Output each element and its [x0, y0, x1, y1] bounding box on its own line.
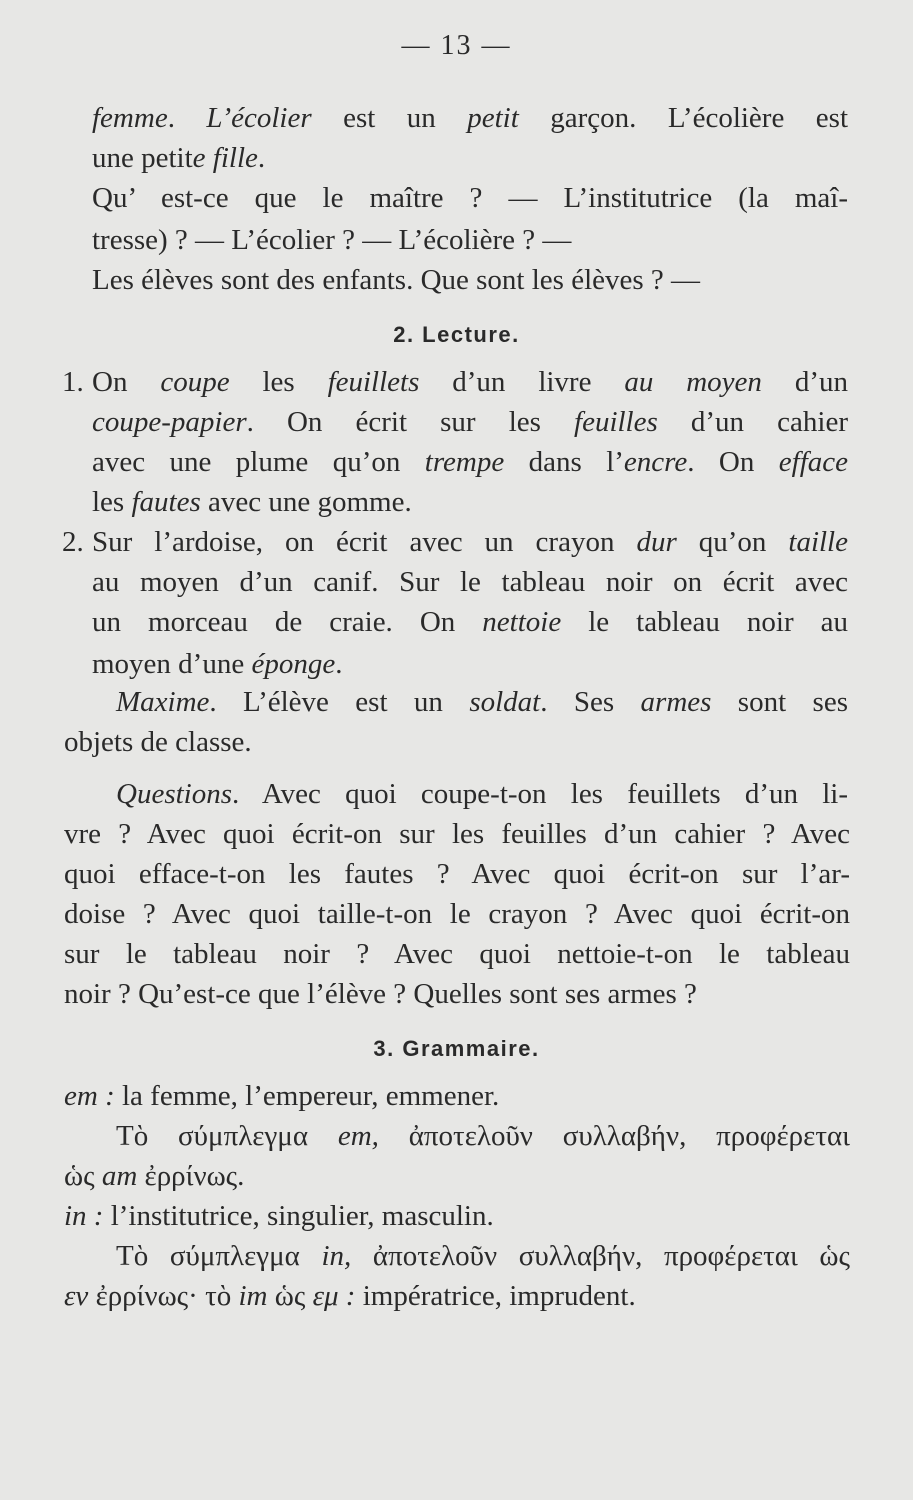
- text-run: d’un cahier: [657, 406, 848, 438]
- questions-line: [64, 894, 850, 934]
- text-line: [92, 522, 848, 562]
- text-run: les: [229, 366, 328, 398]
- text-line: Qu’ est-ce que le maître ? — L’institutrice (la maî-: [92, 182, 848, 214]
- text-run: moyen d’une: [92, 648, 252, 680]
- text-run: ἐρρίνως.: [137, 1160, 245, 1192]
- text-run: . On: [687, 446, 779, 478]
- italic-run: petit: [467, 102, 519, 134]
- text-run: avec une gomme.: [200, 486, 412, 518]
- text-run: ἀποτελοῦν συλλαβήν, προφέρεται ὡς: [351, 1240, 850, 1272]
- questions-line: [64, 854, 850, 894]
- italic-run: feuillets: [327, 366, 420, 398]
- italic-run: em :: [64, 1080, 115, 1112]
- italic-run: in,: [321, 1240, 352, 1272]
- text-run: ὡς: [64, 1160, 102, 1192]
- text-run: une petit: [92, 142, 193, 174]
- text-line: [92, 138, 848, 178]
- text-run: impératrice, imprudent.: [355, 1280, 636, 1312]
- grammar-line: [64, 1156, 850, 1196]
- text-run: est un: [311, 102, 468, 134]
- text-line: [92, 482, 848, 522]
- text-line: Les élèves sont des enfants. Que sont les élèves ? —: [92, 264, 701, 296]
- text-line: [92, 442, 848, 482]
- italic-run: L’écolier: [206, 102, 312, 134]
- text-run: . Avec quoi coupe-t-on les feuillets d’un li-: [232, 778, 848, 810]
- text-run: Τὸ σύμπλεγμα: [116, 1240, 322, 1272]
- text-run: la femme, l’empereur, emmener.: [114, 1080, 500, 1112]
- text-run: l’institutrice, singulier, masculin.: [103, 1200, 494, 1232]
- grammar-line: [116, 1236, 850, 1276]
- italic-run: nettoie: [482, 606, 562, 638]
- text-run: qu’on: [676, 526, 789, 558]
- text-run: quoi efface-t-on les fautes ? Avec quoi écrit-on sur l’ar-: [64, 858, 850, 890]
- italic-run: coupe-papier: [92, 406, 247, 438]
- text-run: . L’élève est un: [209, 686, 470, 718]
- grammar-line: [116, 1116, 850, 1156]
- text-run: d’un livre: [419, 366, 625, 398]
- italic-run: soldat: [469, 686, 541, 718]
- italic-run: coupe: [160, 366, 230, 398]
- text-line: [92, 402, 848, 442]
- item-number: 2.: [62, 526, 84, 558]
- questions-line: [116, 774, 848, 814]
- text-run: garçon. L’écolière est: [518, 102, 849, 134]
- text-run: On: [92, 366, 161, 398]
- italic-run: armes: [640, 686, 712, 718]
- italic-run: e fille: [192, 142, 258, 174]
- text-run: sur le tableau noir ? Avec quoi nettoie-t-on le tableau: [64, 938, 850, 970]
- text-line: [92, 602, 848, 642]
- italic-run: Maxime: [116, 686, 210, 718]
- italic-run: in :: [64, 1200, 104, 1232]
- italic-run: Questions: [116, 778, 232, 810]
- italic-run: em,: [337, 1120, 379, 1152]
- text-run: ἀποτελοῦν συλλαβήν, προφέρεται: [378, 1120, 850, 1152]
- section-title-grammaire: 3. Grammaire.: [373, 1036, 540, 1061]
- questions-line: [64, 974, 850, 1014]
- italic-run: trempe: [424, 446, 505, 478]
- text-run: dans l’: [504, 446, 624, 478]
- text-run: .: [167, 102, 207, 134]
- italic-run: efface: [778, 446, 848, 478]
- text-run: objets de classe.: [64, 726, 252, 758]
- text-run: noir ? Qu’est-ce que l’élève ? Quelles sont ses armes ?: [64, 978, 697, 1010]
- italic-run: femme: [92, 102, 168, 134]
- italic-run: fautes: [131, 486, 201, 518]
- text-run: le tableau noir au: [561, 606, 848, 638]
- italic-run: éponge: [251, 648, 336, 680]
- text-line: [92, 562, 848, 602]
- italic-run: encre: [623, 446, 688, 478]
- text-run: sont ses: [711, 686, 848, 718]
- text-run: .: [335, 648, 343, 680]
- text-run: au moyen d’un canif. Sur le tableau noir on écrit avec: [92, 566, 848, 598]
- text-run: avec une plume qu’on: [92, 446, 425, 478]
- text-run: d’un: [761, 366, 848, 398]
- grammar-line: [64, 1076, 850, 1116]
- text-line: [92, 362, 848, 402]
- italic-run: dur: [636, 526, 677, 558]
- text-line: tresse) ? — L’écolier ? — L’écolière ? —: [92, 224, 572, 256]
- italic-run: im: [238, 1280, 268, 1312]
- text-run: un morceau de craie. On: [92, 606, 483, 638]
- text-run: ἐρρίνως· τὸ: [88, 1280, 239, 1312]
- text-run: les: [92, 486, 132, 518]
- maxime-line: [64, 722, 850, 762]
- text-run: vre ? Avec quoi écrit-on sur les feuilles d’un cahier ? Avec: [64, 818, 850, 850]
- page-number: — 13 —: [401, 30, 512, 61]
- italic-run: εμ :: [312, 1280, 356, 1312]
- text-run: doise ? Avec quoi taille-t-on le crayon ? Avec quoi écrit-on: [64, 898, 850, 930]
- text-run: . Ses: [540, 686, 641, 718]
- italic-run: feuilles: [574, 406, 658, 438]
- text-line: [92, 98, 848, 138]
- grammar-line: [64, 1276, 850, 1316]
- section-title-lecture: 2. Lecture.: [393, 322, 520, 347]
- questions-line: [64, 814, 850, 854]
- text-run: ὡς: [267, 1280, 313, 1312]
- grammar-line: [64, 1196, 850, 1236]
- italic-run: au moyen: [624, 366, 762, 398]
- maxime-line: [116, 682, 848, 722]
- text-run: .: [257, 142, 266, 174]
- italic-run: taille: [788, 526, 848, 558]
- italic-run: am: [101, 1160, 138, 1192]
- italic-run: εν: [64, 1280, 89, 1312]
- text-run: . On écrit sur les: [246, 406, 575, 438]
- item-number: 1.: [62, 366, 84, 398]
- questions-line: [64, 934, 850, 974]
- text-line: [92, 644, 848, 684]
- text-run: Sur l’ardoise, on écrit avec un crayon: [92, 526, 637, 558]
- text-run: Τὸ σύμπλεγμα: [116, 1120, 338, 1152]
